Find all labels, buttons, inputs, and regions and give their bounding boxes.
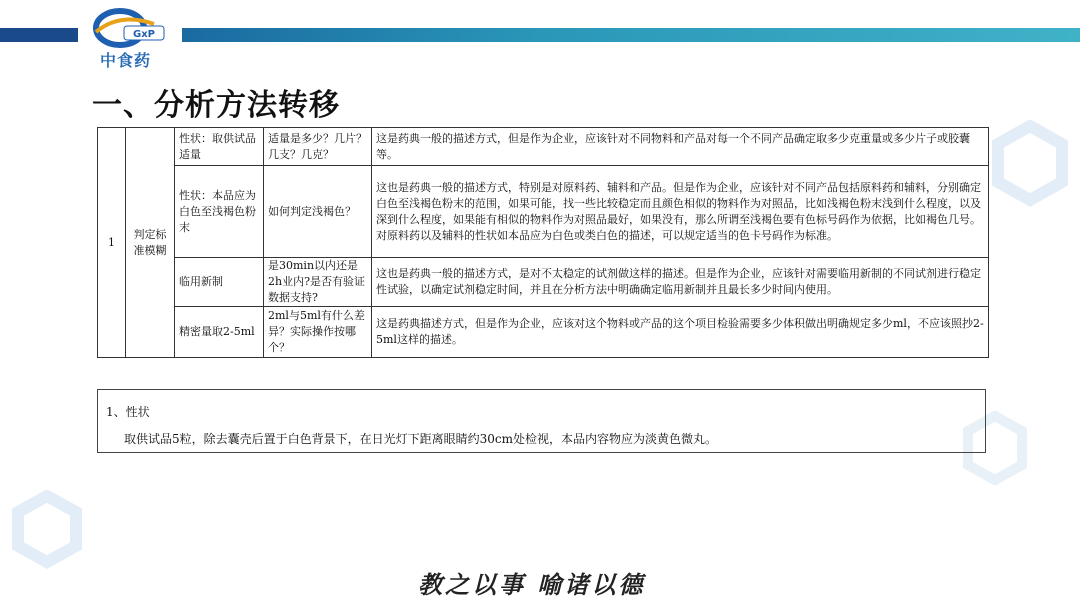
- table-row: [98, 258, 989, 307]
- note-title: 1、性状: [106, 405, 150, 419]
- question-cell: 如何判定浅褐色？: [264, 166, 372, 258]
- note-text: 取供试品5粒，除去囊壳后置于白色背景下，在日光灯下距离眼睛约30cm处检视，本品内容物应为淡黄色微丸。: [124, 432, 718, 446]
- logo-swoosh-icon: [90, 6, 170, 48]
- hexagon-decoration-icon: [10, 490, 85, 570]
- question-cell: 是30min以内还是2h业内?是否有验证数据支持?: [264, 258, 372, 307]
- description-cell: 这也是药典一般的描述方式，是对不太稳定的试剂做这样的描述。但是作为企业，应该针对需要临用新制的不同试剂进行稳定性试验，以确定试剂稳定时间，并且在分析方法中明确确定临用新制并且最长多少时间内使用。: [372, 258, 989, 307]
- category-cell: 判定标准模糊: [126, 128, 175, 358]
- item-cell: 性状：本品应为白色至浅褐色粉末: [175, 166, 264, 258]
- footer-motto: 教之以事 喻诸以德: [418, 570, 646, 599]
- description-cell: 这是药典一般的描述方式，但是作为企业，应该针对不同物料和产品对每一个不同产品确定取多少克重量或多少片子或胶囊等。: [372, 128, 989, 166]
- question-cell: 2ml与5ml有什么差异？实际操作按哪个？: [264, 307, 372, 358]
- question-cell: 适量是多少？几片？几支？几克？: [264, 128, 372, 166]
- item-cell: 性状：取供试品适量: [175, 128, 264, 166]
- hexagon-decoration-icon: [990, 120, 1070, 210]
- table-row: [98, 307, 989, 358]
- table-row: [98, 128, 989, 166]
- note-box: [97, 389, 986, 453]
- item-cell: 临用新制: [175, 258, 264, 307]
- item-cell: 精密量取2-5ml: [175, 307, 264, 358]
- description-cell: 这是药典描述方式，但是作为企业，应该对这个物料或产品的这个项目检验需要多少体积做出明确规定多少ml，不应该照抄2-5ml这样的描述。: [372, 307, 989, 358]
- issues-table: [97, 127, 989, 358]
- header-bar-right: [182, 28, 1080, 42]
- description-cell: 这也是药典一般的描述方式，特别是对原料药、辅料和产品。但是作为企业，应该针对不同产品包括原料药和辅料，分别确定白色至浅褐色粉末的范围，如果可能，找一些比较稳定而且颜色相似的物料作为对照品，比如浅褐色粉末浅到什么程度，以及深到什么程度，如果能有相似的物料作为对照品最好，如果没有，那么所谓至浅褐色要有色标号码作为依据，比如褐色几号。对原料药以及辅料的性状如本品应为白色或类白色的描述，可以规定适当的色卡号码作为标准。: [372, 166, 989, 258]
- page-title: 一、分析方法转移: [92, 88, 340, 123]
- row-number: 1: [98, 128, 126, 358]
- header-bar-left: [0, 28, 78, 42]
- logo-text: 中食药: [100, 51, 152, 70]
- logo-badge: GxP: [133, 29, 155, 40]
- table-row: [98, 166, 989, 258]
- company-logo: [90, 6, 170, 70]
